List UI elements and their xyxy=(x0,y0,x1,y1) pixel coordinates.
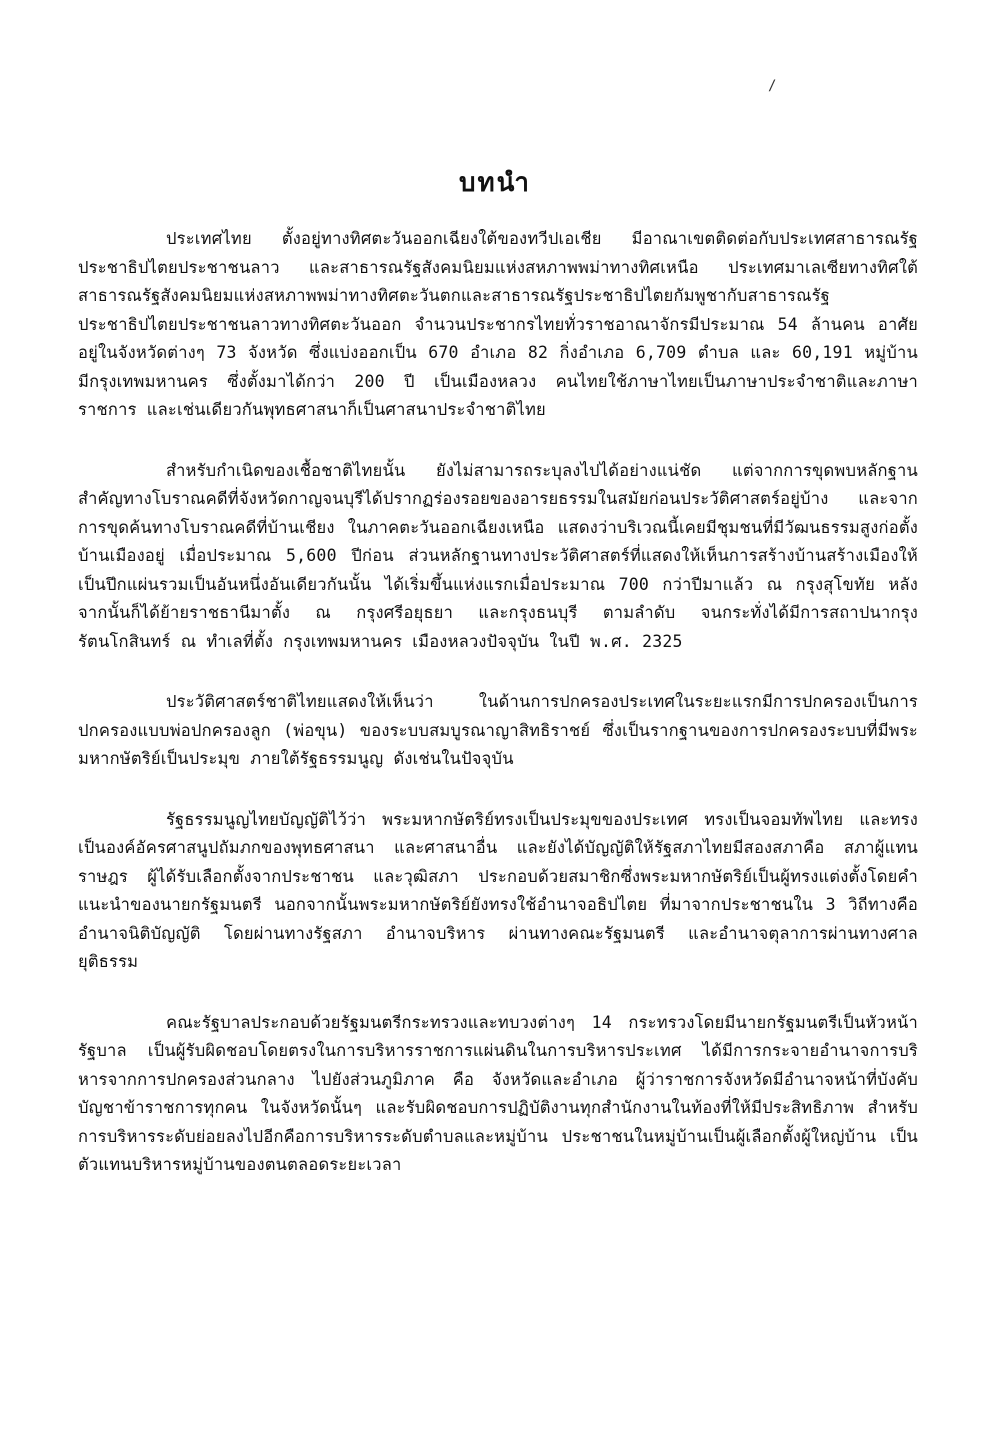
paragraph-1: ประเทศไทย ตั้งอยู่ทางทิศตะวันออกเฉียงใต้ของทวีปเอเชีย มีอาณาเขตติดต่อกับประเทศสาธารณรัฐประชาธิปไตยประชาชนลาว และสาธารณรัฐสังคมนิยมแห่งสหภาพพม่าทางทิศเหนือ ประเทศมาเลเซียทางทิศใต้ สาธารณรัฐสังคมนิยมแห่งสหภาพพม่าทางทิศตะวันตกและสาธารณรัฐประชาธิปไตยกัมพูชากับสาธารณรัฐประชาธิปไตยประชาชนลาวทางทิศตะวันออก จำนวนประชากรไทยทั่วราชอาณาจักรมีประมาณ 54 ล้านคน อาศัยอยู่ในจังหวัดต่างๆ 73 จังหวัด ซึ่งแบ่งออกเป็น 670 อำเภอ 82 กิ่งอำเภอ 6,709 ตำบล และ 60,191 หมู่บ้าน มีกรุงเทพมหานคร ซึ่งตั้งมาได้กว่า 200 ปี เป็นเมืองหลวง คนไทยใช้ภาษาไทยเป็นภาษาประจำชาติและภาษาราชการ และเช่นเดียวกันพุทธศาสนาก็เป็นศาสนาประจำชาติไทย xyxy=(78,229,918,419)
stray-mark: / xyxy=(768,78,777,94)
paragraph-2: สำหรับกำเนิดของเชื้อชาติไทยนั้น ยังไม่สามารถระบุลงไปได้อย่างแน่ชัด แต่จากการขุดพบหลักฐานสำคัญทางโบราณคดีที่จังหวัดกาญจนบุรีได้ปรากฏร่องรอยของอารยธรรมในสมัยก่อนประวัติศาสตร์อยู่บ้าง และจากการขุดค้นทางโบราณคดีที่บ้านเชียง ในภาคตะวันออกเฉียงเหนือ แสดงว่าบริเวณนี้เคยมีชุมชนที่มีวัฒนธรรมสูงก่อตั้งบ้านเมืองอยู่ เมื่อประมาณ 5,600 ปีก่อน ส่วนหลักฐานทางประวัติศาสตร์ที่แสดงให้เห็นการสร้างบ้านสร้างเมืองให้เป็นปึกแผ่นรวมเป็นอันหนึ่งอันเดียวกันนั้น ได้เริ่มขึ้นแห่งแรกเมื่อประมาณ 700 กว่าปีมาแล้ว ณ กรุงสุโขทัย หลังจากนั้นก็ได้ย้ายราชธานีมาตั้ง ณ กรุงศรีอยุธยา และกรุงธนบุรี ตามลำดับ จนกระทั่งได้มีการสถาปนากรุงรัตนโกสินทร์ ณ ทำเลที่ตั้ง กรุงเทพมหานคร เมืองหลวงปัจจุบัน ในปี พ.ศ. 2325 xyxy=(78,460,918,651)
body-text xyxy=(78,225,918,1180)
paragraph-4: รัฐธรรมนูญไทยบัญญัติไว้ว่า พระมหากษัตริย์ทรงเป็นประมุขของประเทศ ทรงเป็นจอมทัพไทย และทรงเป็นองค์อัครศาสนูปถัมภกของพุทธศาสนา และศาสนาอื่น และยังได้บัญญัติให้รัฐสภาไทยมีสองสภาคือ สภาผู้แทนราษฎร ผู้ได้รับเลือกตั้งจากประชาชน และวุฒิสภา ประกอบด้วยสมาชิกซึ่งพระมหากษัตริย์เป็นผู้ทรงแต่งตั้งโดยคำแนะนำของนายกรัฐมนตรี นอกจากนั้นพระมหากษัตริย์ยังทรงใช้อำนาจอธิปไตย ที่มาจากประชาชนใน 3 วิถีทางคือ อำนาจนิติบัญญัติ โดยผ่านทางรัฐสภา อำนาจบริหาร ผ่านทางคณะรัฐมนตรี และอำนาจตุลาการผ่านทางศาลยุติธรรม xyxy=(78,809,918,971)
paragraph-3: ประวัติศาสตร์ชาติไทยแสดงให้เห็นว่า ในด้านการปกครองประเทศในระยะแรกมีการปกครองเป็นการปกครองแบบพ่อปกครองลูก (พ่อขุน) ของระบบสมบูรณาญาสิทธิราชย์ ซึ่งเป็นรากฐานของการปกครองระบบที่มีพระมหากษัตริย์เป็นประมุข ภายใต้รัฐธรรมนูญ ดังเช่นในปัจจุบัน xyxy=(78,692,918,768)
page-title: บทนำ xyxy=(458,168,531,198)
paragraph-5: คณะรัฐบาลประกอบด้วยรัฐมนตรีกระทรวงและทบวงต่างๆ 14 กระทรวงโดยมีนายกรัฐมนตรีเป็นหัวหน้ารัฐบาล เป็นผู้รับผิดชอบโดยตรงในการบริหารราชการแผ่นดินในการบริหารประเทศ ได้มีการกระจายอำนาจการบริหารจากการปกครองส่วนกลาง ไปยังส่วนภูมิภาค คือ จังหวัดและอำเภอ ผู้ว่าราชการจังหวัดมีอำนาจหน้าที่บังคับบัญชาข้าราชการทุกคน ในจังหวัดนั้นๆ และรับผิดชอบการปฏิบัติงานทุกสำนักงานในท้องที่ให้มีประสิทธิภาพ สำหรับการบริหารระดับย่อยลงไปอีกคือการบริหารระดับตำบลและหมู่บ้าน ประชาชนในหมู่บ้านเป็นผู้เลือกตั้งผู้ใหญ่บ้าน เป็นตัวแทนบริหารหมู่บ้านของตนตลอดระยะเวลา xyxy=(78,1012,918,1174)
